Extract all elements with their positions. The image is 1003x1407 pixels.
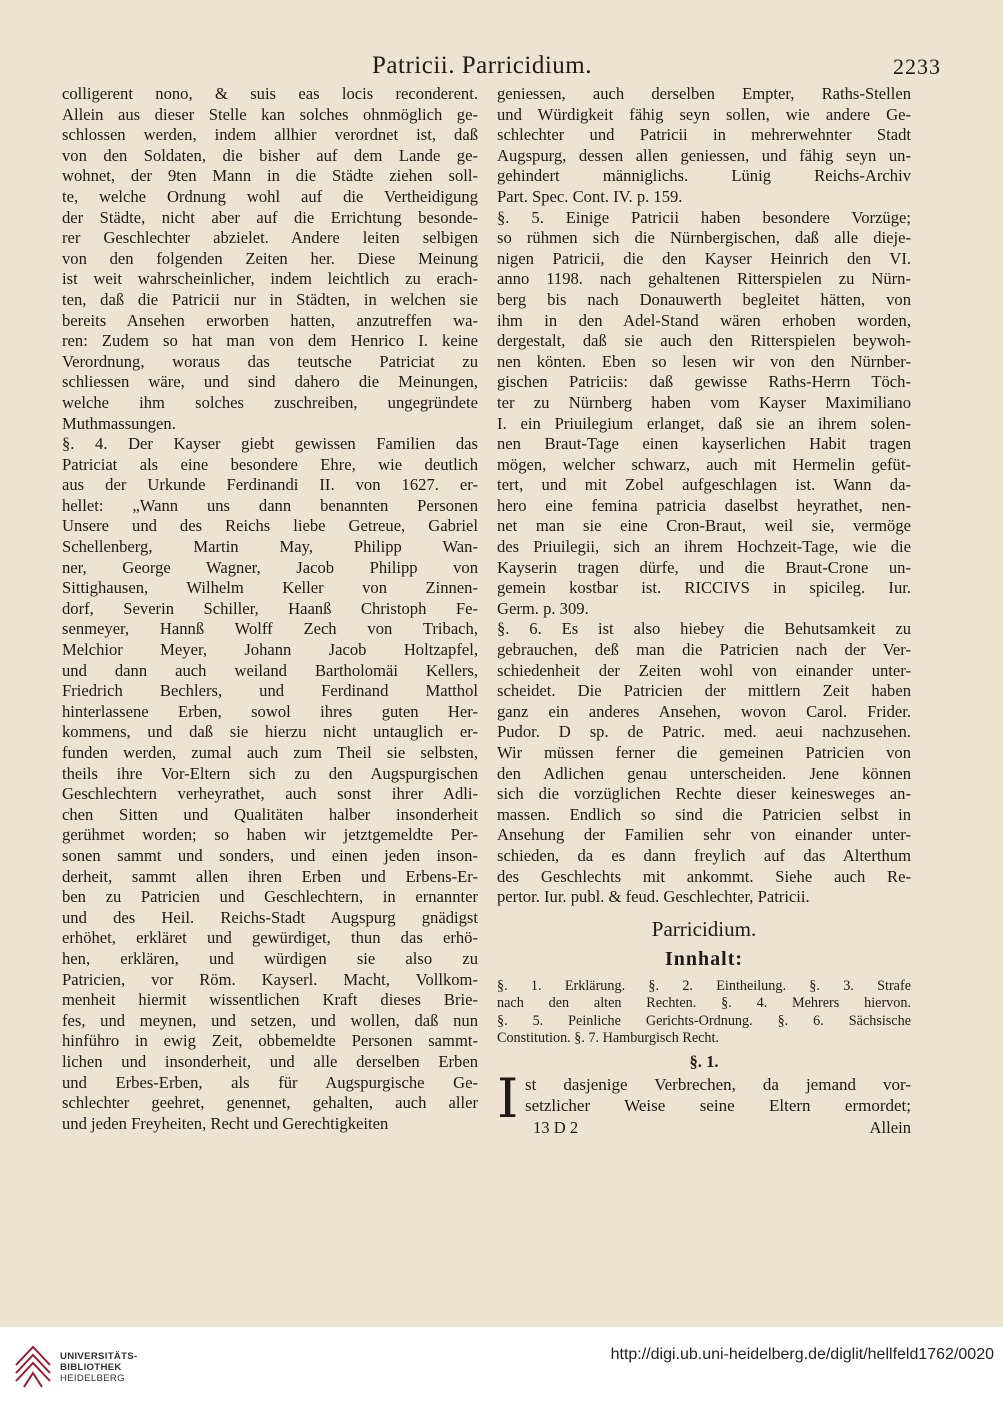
text-line: hellet: „Wann uns dann benannten Personen [62, 495, 478, 515]
text-line: Kayserin tragen dürfe, und die Braut-Crone un- [497, 557, 911, 577]
library-name[interactable] [60, 1351, 137, 1384]
text-line: menheit hiermit wissentlichen Kraft dieses Brie- [62, 990, 478, 1010]
text-line: mögen, welcher schwarz, auch mit Hermelin gefüt- [497, 454, 911, 474]
text-line: sich die vorzüglichen Rechte dieser keinesweges an- [497, 784, 911, 804]
text-line: ner, George Wagner, Jacob Philipp von [62, 557, 478, 577]
source-url-link[interactable]: http://digi.ub.uni-heidelberg.de/diglit/hellfeld1762/0020 [610, 1346, 994, 1363]
text-line: §. 4. Der Kayser giebt gewissen Familien das [62, 434, 478, 454]
text-line: funden werden, zumal auch zum Theil sie selbsten, [62, 743, 478, 762]
text-line: hero eine femina patricia daselbst heyrathet, nen- [497, 495, 911, 515]
text-line: anno 1198. nach gehaltenen Ritterspielen zu Nürn- [497, 269, 911, 289]
contents-line: §. 1. Erklärung. §. 2. Eintheilung. §. 3. Strafe [497, 977, 911, 994]
text-line: dorf, Severin Schiller, Haanß Christoph Fe- [62, 598, 478, 618]
text-line: gerühmet worden; so haben wir jetztgemeldte Per- [62, 825, 478, 845]
text-line: gemein kostbar ist. RICCIVS in spicileg. Iur. [497, 578, 911, 598]
text-line: fes, und meynen, und setzen, und wollen, daß nun [62, 1010, 478, 1030]
text-line: aus der Urkunde Ferdinandi II. von 1627. er- [62, 475, 478, 495]
text-line: schiedenheit der Zeiten wohl von einander unter- [497, 660, 911, 680]
right-column-text [497, 84, 911, 908]
text-line: ben zu Patricien und Geschlechtern, in ernannter [62, 887, 478, 907]
text-line: theils ihre Vor-Eltern sich zu den Augspurgischen [62, 763, 478, 783]
text-line: Pudor. D sp. de Patric. med. aeui nachzusehen. [497, 722, 911, 742]
text-line: I. ein Priuilegium erlanget, daß sie an ihrem solen- [497, 413, 911, 433]
text-line: ihm in den Adel-Stand wären erhoben worden, [497, 310, 911, 330]
section-heading: Parricidium. [651, 916, 757, 941]
text-line: Patriciat als eine besondere Ehre, wie deutlich [62, 454, 478, 474]
text-line: Sittighausen, Wilhelm Keller von Zinnen- [62, 578, 478, 598]
text-line: Ansehung der Familien sehr von einander unter- [497, 825, 911, 845]
contents-line: Constitution. §. 7. Hamburgisch Recht. [497, 1030, 719, 1047]
left-column [62, 84, 478, 1134]
text-line: bereits Ansehen erworben hatten, anzutreffen wa- [62, 310, 478, 330]
dropcap-letter: I [497, 1066, 519, 1130]
page-number: 2233 [893, 54, 941, 79]
text-line: §. 5. Einige Patricii haben besondere Vorzüge; [497, 207, 911, 227]
text-line: und des Heil. Reichs-Stadt Augspurg gnädigst [62, 907, 478, 927]
text-line: wohnet, der 9ten Mann in die Städte ziehen soll- [62, 166, 478, 186]
text-line: und Würdigkeit fähig seyn sollen, wie andere Ge- [497, 104, 911, 124]
library-name-line: UNIVERSITÄTS- [60, 1351, 138, 1362]
text-line: und dann auch weiland Bartholomäi Kellers, [62, 660, 478, 680]
text-line: den Adlichen genau unterscheiden. Jene können [497, 763, 911, 783]
text-line: tert, und mit Zobel aufgeschlagen ist. Wann da- [497, 475, 911, 495]
catchline [497, 1117, 911, 1138]
library-name-line: BIBLIOTHEK [60, 1362, 122, 1373]
text-line: und Erbes-Erben, als für Augspurgische Ge- [62, 1072, 478, 1092]
text-line: geniessen, auch derselben Empter, Raths-Stellen [497, 84, 911, 103]
text-line: rer Geschlechter abzielet. Andere leiten selbigen [62, 228, 478, 248]
text-line: chen Sitten und Qualitäten halber insonderheit [62, 804, 478, 824]
text-line: berg bis nach Donauwerth begleitet hätten, von [497, 289, 911, 309]
text-line: so rühmen sich die Nürnbergischen, daß alle dieje- [497, 228, 911, 248]
text-line: ren: Zudem so hat man von dem Henrico I. keine [62, 331, 478, 351]
text-line: des Geschlechts mit ankommt. Siehe auch Re- [497, 866, 911, 886]
text-line: von den folgenden Zeiten her. Diese Meinung [62, 248, 478, 268]
footer-bar [0, 1327, 1003, 1407]
text-line: lichen und insonderheit, und alle derselben Erben [62, 1051, 478, 1071]
text-line: schlechter geehret, genennet, gehalten, auch aller [62, 1093, 478, 1113]
text-line: schlechter und Patricii in mehrerwehnter Stadt [497, 125, 911, 145]
text-line: Germ. p. 309. [497, 598, 589, 618]
text-line: des Priuilegii, sich an ihrem Hochzeit-Tage, wie die [497, 537, 911, 557]
contents-list [497, 978, 911, 1048]
text-line: derheit, sammt allen ihren Erben und Erbens-Er- [62, 866, 478, 886]
text-line: pertor. Iur. publ. & feud. Geschlechter, Patricii. [497, 887, 810, 907]
contents-line: §. 5. Peinliche Gerichts-Ordnung. §. 6. Sächsische [497, 1012, 911, 1029]
opening-line: setzlicher Weise seine Eltern ermordet; [525, 1096, 911, 1116]
text-line: §. 6. Es ist also hiebey die Behutsamkeit zu [497, 619, 911, 639]
text-line: gischen Patriciis: daß gewisse Raths-Herrn Töch- [497, 372, 911, 392]
library-logo-icon[interactable] [12, 1343, 54, 1389]
text-line: hen, erklären, und würdigen sie also zu [62, 948, 478, 968]
text-line: und jeden Freyheiten, Recht und Gerechtigkeiten [62, 1113, 389, 1133]
text-line: ist weit wahrscheinlicher, indem leichtlich zu erach- [62, 269, 478, 289]
text-line: Patricien, vor Röm. Kayserl. Macht, Vollkom- [62, 969, 478, 989]
text-line: schlossen werden, indem allhier verordnet ist, daß [62, 125, 478, 145]
text-line: erhöhet, erkläret und gewürdiget, thun das erhö- [62, 928, 478, 948]
text-line: nen Braut-Tage einen kayserlichen Habit tragen [497, 434, 911, 454]
text-line: sonen sammt und sonders, und einen jeden inson- [62, 845, 478, 865]
text-line: nen könten. Eben so lesen wir von den Nürnber- [497, 351, 911, 371]
contents-line: nach den alten Rechten. §. 4. Mehrers hiervon. [497, 995, 911, 1012]
text-line: schieden, da es dann freylich auf das Alterthum [497, 845, 911, 865]
opening-line: st dasjenige Verbrechen, da jemand vor- [525, 1074, 911, 1094]
text-line: hinführo in ewig Zeit, obbemeldte Personen sammt- [62, 1031, 478, 1051]
text-line: Geschlechtern verheyrathet, auch sonst ihrer Adli- [62, 784, 478, 804]
text-line: Muthmassungen. [62, 413, 176, 433]
text-line: te, welche Ordnung wohl auf die Vertheidigung [62, 186, 478, 206]
text-line: scheidet. Die Patricien der mittlern Zeit haben [497, 681, 911, 701]
text-line: Melchior Meyer, Johann Jacob Holtzapfel, [62, 640, 478, 660]
text-line: Unsere und des Reichs liebe Getreue, Gabriel [62, 516, 478, 536]
text-line: schliessen wäre, und sind dahero die Meinungen, [62, 372, 478, 392]
text-line: ten, daß die Patricii nur in Städten, in welchen sie [62, 289, 478, 309]
running-head [0, 52, 1003, 82]
text-line: der Städte, nicht aber auf die Errichtung besonde- [62, 207, 478, 227]
text-line: Allein aus dieser Stelle kan solches ohnmöglich ge- [62, 104, 478, 124]
text-line: massen. Endlich so sind die Patricien selbst in [497, 804, 911, 824]
text-line: Part. Spec. Cont. IV. p. 159. [497, 186, 683, 206]
paragraph-mark: §. 1. [689, 1051, 719, 1071]
text-line: kommens, und daß sie hierzu nicht untauglich er- [62, 722, 478, 742]
library-name-line: HEIDELBERG [60, 1373, 125, 1384]
text-line: dergestalt, daß sie auch den Ritterspielen beywoh- [497, 331, 911, 351]
text-line: ganz ein anderes Ansehen, wovon Carol. Frider. [497, 701, 911, 721]
text-line: nigen Patricii, die den Kayser Heinrich den VI. [497, 248, 911, 268]
right-column [497, 84, 911, 1138]
text-line: welche ihm solches zuschreiben, ungegründete [62, 392, 478, 412]
text-line: gebrauchen, deß man die Patricien nach der Ver- [497, 640, 911, 660]
text-line: net man sie eine Cron-Braut, weil sie, vermöge [497, 516, 911, 536]
text-line: Verordnung, woraus das teutsche Patriciat zu [62, 351, 478, 371]
text-line: ter zu Nürnberg haben vom Kayser Maximiliano [497, 392, 911, 412]
text-line: senmeyer, Hannß Wolff Zech von Tribach, [62, 619, 478, 639]
text-line: gehindert männiglichs. Lünig Reichs-Archiv [497, 166, 911, 186]
signature-mark: 13 D 2 [533, 1117, 579, 1137]
text-line: Schellenberg, Martin May, Philipp Wan- [62, 537, 478, 557]
catchword: Allein [869, 1117, 911, 1137]
contents-title: Innhalt: [664, 947, 744, 970]
text-line: von den Soldaten, die bisher auf dem Lande ge- [62, 145, 478, 165]
text-line: Augspurg, dessen allen geniessen, und fähig seyn un- [497, 145, 911, 165]
text-line: Friedrich Bechlers, und Ferdinand Matthol [62, 681, 478, 701]
text-line: hinterlassene Erben, sowol ihres guten Her- [62, 701, 478, 721]
text-line: colligerent nono, & suis eas locis reconderent. [62, 84, 478, 103]
running-head-title: Patricii. Parricidium. [372, 52, 592, 79]
text-line: Wir müssen ferner die gemeinen Patricien von [497, 743, 911, 762]
